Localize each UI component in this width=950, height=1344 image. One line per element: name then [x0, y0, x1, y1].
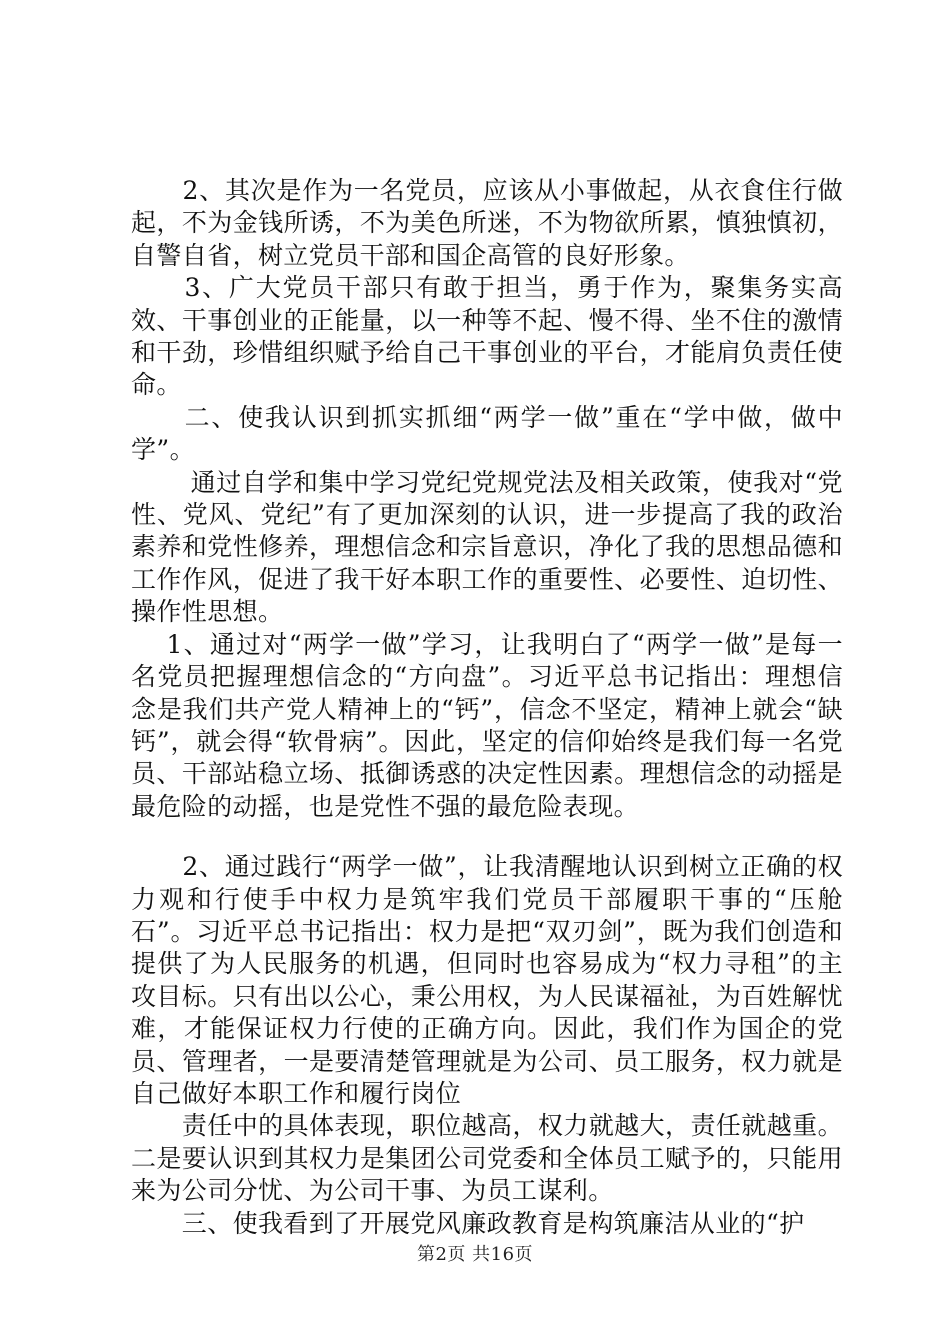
- page-footer: 第2页 共16页: [416, 1244, 534, 1265]
- paragraph-5: 1、通过对“两学一做”学习，让我明白了“两学一做”是每一名党员把握理想信念的“方向盘”。习近平总书记指出：理想信念是我们共产党人精神上的“钙”，信念不坚定，精神上就会“缺钙”，就会得“软骨病”。因此，坚定的信仰始终是我们每一名党员、干部站稳立场、抵御诱惑的决定性因素。理想信念的动摇是最危险的动摇，也是党性不强的最危险表现。: [131, 629, 843, 821]
- paragraph-4: 通过自学和集中学习党纪党规党法及相关政策，使我对“党性、党风、党纪”有了更加深刻的认识，进一步提高了我的政治素养和党性修养，理想信念和宗旨意识，净化了我的思想品德和工作作风，促进了我干好本职工作的重要性、必要性、迫切性、操作性思想。: [131, 467, 843, 627]
- paragraph-6: 2、通过践行“两学一做”，让我清醒地认识到树立正确的权力观和行使手中权力是筑牢我们党员干部履职干事的“压舱石”。习近平总书记指出：权力是把“双刃剑”，既为我们创造和提供了为人民服务的机遇，但同时也容易成为“权力寻租”的主攻目标。只有出以公心，秉公用权，为人民谋福祉，为百姓解忧难，才能保证权力行使的正确方向。因此，我们作为国企的党员、管理者，一是要清楚管理就是为公司、员工服务，权力就是自己做好本职工作和履行岗位: [131, 852, 843, 1108]
- paragraph-3: 二、使我认识到抓实抓细“两学一做”重在“学中做，做中学”。: [131, 402, 843, 465]
- document-body: [131, 175, 843, 1240]
- paragraph-2: 3、广大党员干部只有敢于担当，勇于作为，聚集务实高效、干事创业的正能量，以一种等不起、慢不得、坐不住的激情和干劲，珍惜组织赋予给自己干事创业的平台，才能肩负责任使命。: [131, 273, 843, 400]
- paragraph-1: 2、其次是作为一名党员，应该从小事做起，从衣食住行做起，不为金钱所诱，不为美色所迷，不为物欲所累，慎独慎初，自警自省，树立党员干部和国企高管的良好形象。: [131, 176, 843, 270]
- paragraph-gap: [131, 823, 843, 851]
- paragraph-7: 责任中的具体表现，职位越高，权力就越大，责任就越重。二是要认识到其权力是集团公司党委和全体员工赋予的，只能用来为公司分忧、为公司干事、为员工谋利。: [131, 1111, 843, 1206]
- paragraph-8: 三、使我看到了开展党风廉政教育是构筑廉洁从业的“护: [131, 1208, 805, 1238]
